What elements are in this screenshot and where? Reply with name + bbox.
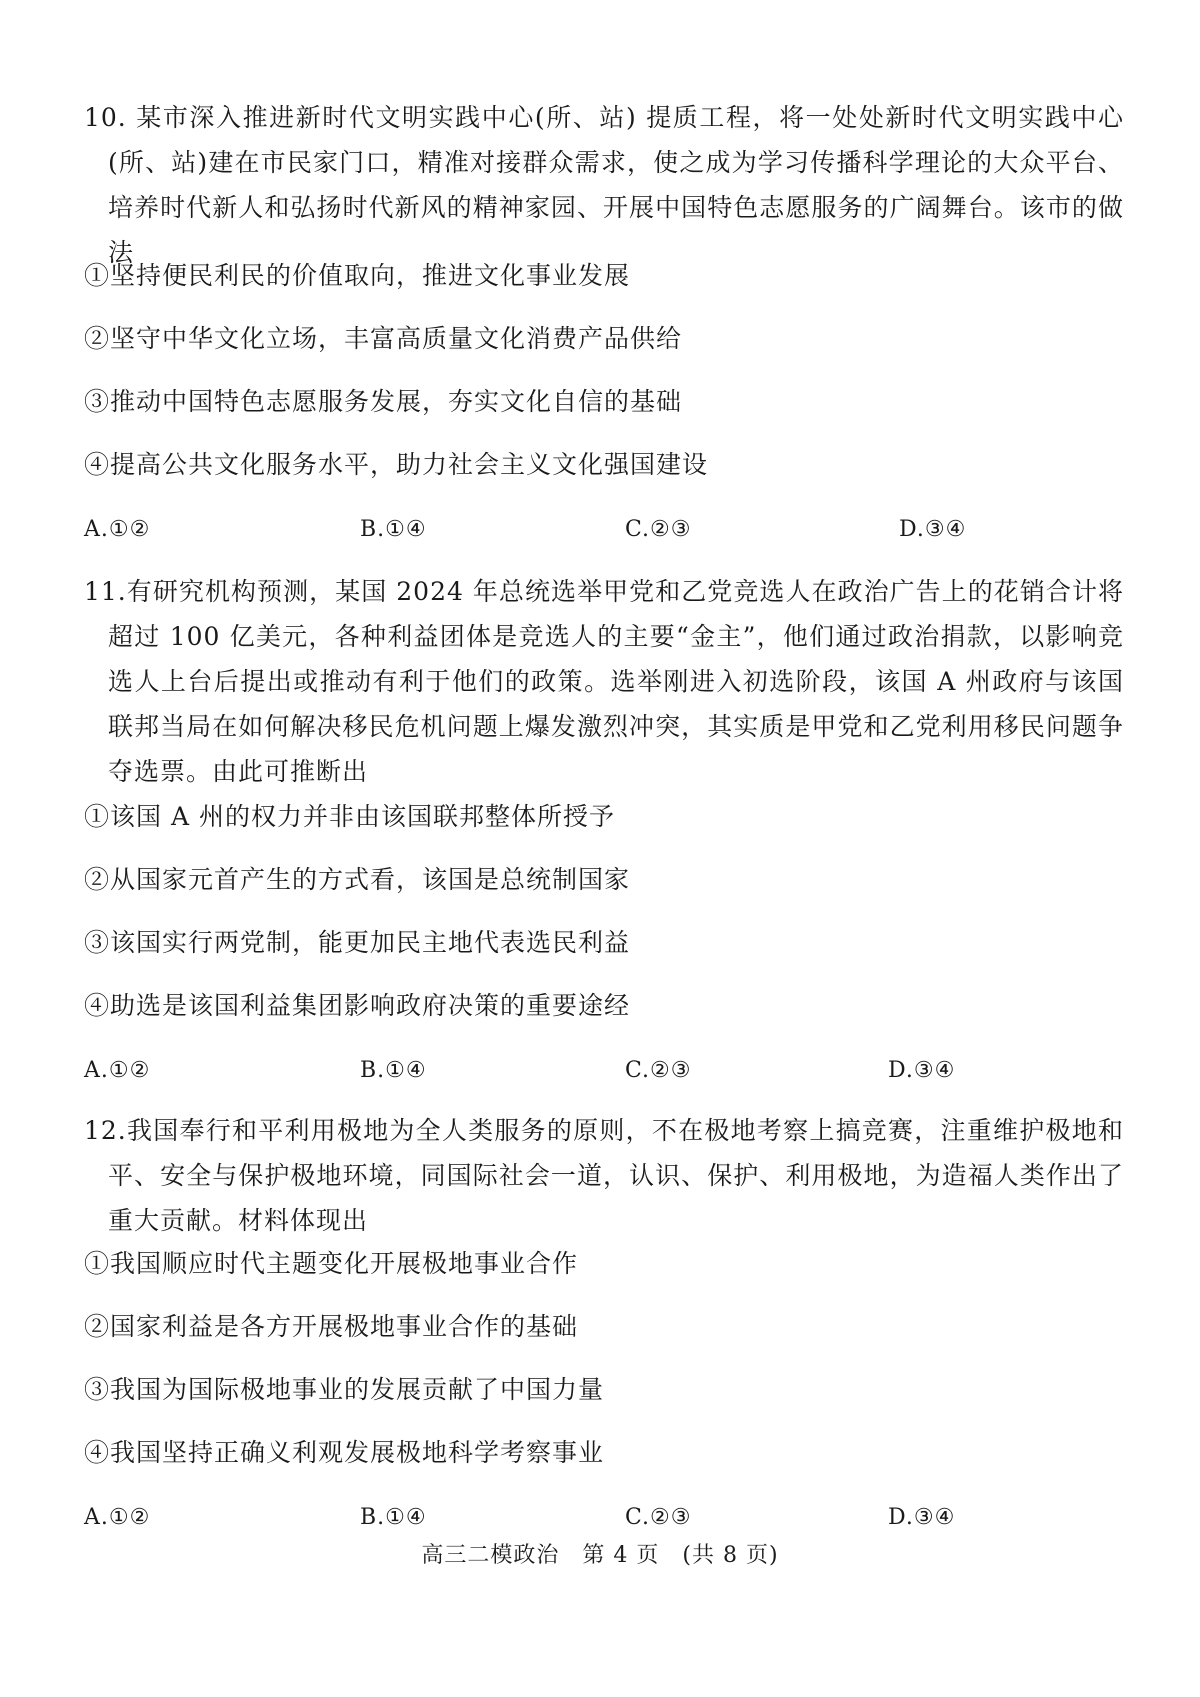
- answer-choices: [84, 1498, 1124, 1538]
- question-11: [84, 569, 1124, 1091]
- choice-a: A.①②: [84, 1058, 151, 1083]
- question-10: [84, 95, 1124, 550]
- question-option: ③我国为国际极地事业的发展贡献了中国力量: [84, 1375, 605, 1404]
- question-stem: 10. 某市深入推进新时代文明实践中心(所、站) 提质工程，将一处处新时代文明实践中心(所、站)建在市民家门口，精准对接群众需求，使之成为学习传播科学理论的大众平台、培养时代新人和弘扬时代新风的精神家园、开展中国特色志愿服务的广阔舞台。该市的做法: [84, 103, 1124, 267]
- question-option: ②坚守中华文化立场，丰富高质量文化消费产品供给: [84, 324, 683, 353]
- answer-choices: [84, 510, 1124, 550]
- choice-b: B.①④: [360, 1505, 427, 1530]
- question-12: [84, 1108, 1124, 1538]
- question-option: ④助选是该国利益集团影响政府决策的重要途经: [84, 991, 631, 1020]
- choice-d: D.③④: [888, 1505, 956, 1530]
- question-option: ②从国家元首产生的方式看，该国是总统制国家: [84, 865, 631, 894]
- question-stem: 12.我国奉行和平利用极地为全人类服务的原则，不在极地考察上搞竞赛，注重维护极地和平、安全与保护极地环境，同国际社会一道，认识、保护、利用极地，为造福人类作出了重大贡献。材料体现出: [84, 1116, 1124, 1235]
- question-stem: 11.有研究机构预测，某国 2024 年总统选举甲党和乙党竞选人在政治广告上的花销合计将超过 100 亿美元，各种利益团体是竞选人的主要“金主”，他们通过政治捐款，以影响竞选人上台后提出或推动有利于他们的政策。选举刚进入初选阶段，该国 A 州政府与该国联邦当局在如何解决移民危机问题上爆发激烈冲突，其实质是甲党和乙党利用移民问题争夺选票。由此可推断出: [84, 577, 1124, 786]
- choice-b: B.①④: [360, 1058, 427, 1083]
- question-option: ③该国实行两党制，能更加民主地代表选民利益: [84, 928, 631, 957]
- choice-a: A.①②: [84, 1505, 151, 1530]
- choice-d: D.③④: [899, 517, 967, 542]
- choice-a: A.①②: [84, 517, 151, 542]
- question-option: ①我国顺应时代主题变化开展极地事业合作: [84, 1249, 579, 1278]
- choice-c: C.②③: [625, 1505, 692, 1530]
- question-option: ④提高公共文化服务水平，助力社会主义文化强国建设: [84, 450, 709, 479]
- question-option: ①该国 A 州的权力并非由该国联邦整体所授予: [84, 802, 615, 831]
- choice-d: D.③④: [888, 1058, 956, 1083]
- question-option: ②国家利益是各方开展极地事业合作的基础: [84, 1312, 579, 1341]
- choice-c: C.②③: [625, 1058, 692, 1083]
- choice-c: C.②③: [625, 517, 692, 542]
- answer-choices: [84, 1051, 1124, 1091]
- question-option: ①坚持便民利民的价值取向，推进文化事业发展: [84, 261, 631, 290]
- question-option: ④我国坚持正确义利观发展极地科学考察事业: [84, 1438, 605, 1467]
- page-footer: 高三二模政治 第 4 页 (共 8 页): [421, 1543, 779, 1568]
- choice-b: B.①④: [360, 517, 427, 542]
- question-option: ③推动中国特色志愿服务发展，夯实文化自信的基础: [84, 387, 683, 416]
